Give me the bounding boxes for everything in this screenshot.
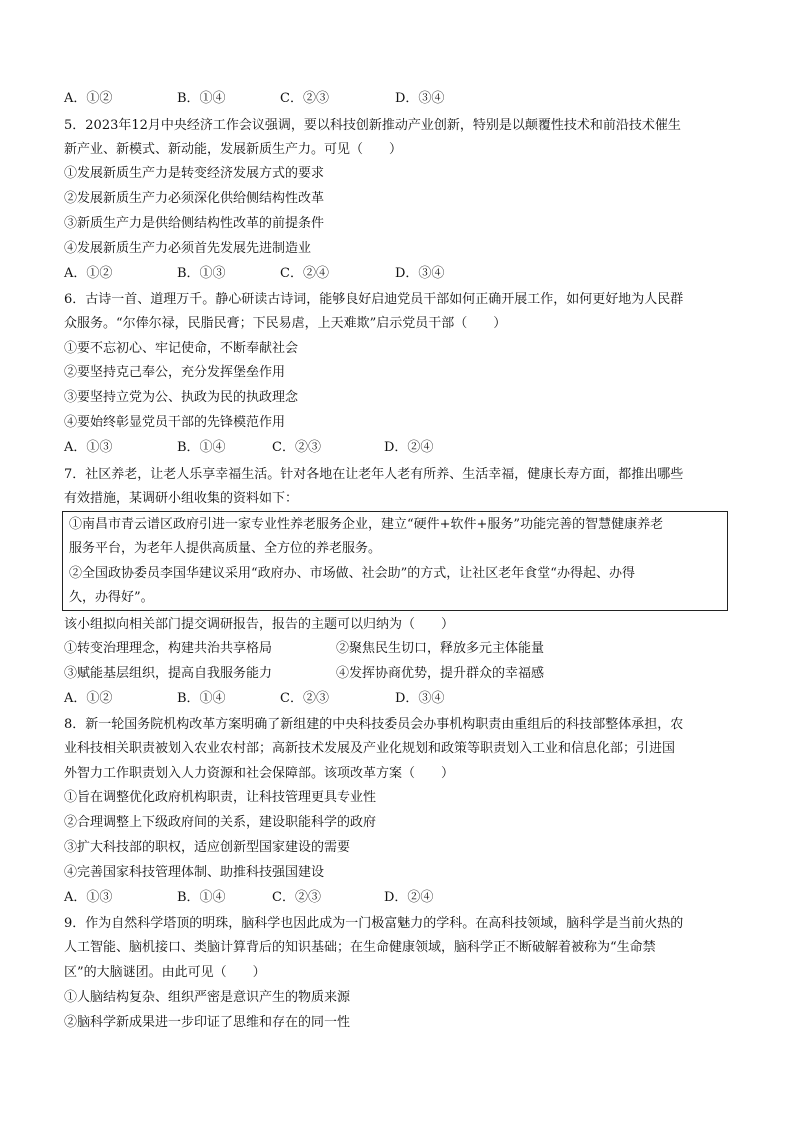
- q7-option-a[interactable]: A．①②: [64, 691, 113, 706]
- q5-option-c[interactable]: C．②④: [280, 266, 329, 281]
- q7-items-row-1: [64, 638, 724, 660]
- q9-item-2: ②脑科学新成果进一步印证了思维和存在的同一性: [64, 1015, 351, 1030]
- q7-material-line-1: ①南昌市青云谱区政府引进一家专业性养老服务企业，建立“硬件+软件+服务”功能完善的智慧健康养老: [69, 517, 664, 532]
- q7-option-d[interactable]: D．③④: [395, 691, 445, 706]
- q4-option-d[interactable]: D．③④: [395, 91, 445, 106]
- q4-option-c[interactable]: C．②③: [280, 91, 329, 106]
- q5-item-3: ③新质生产力是供给侧结构性改革的前提条件: [64, 216, 325, 231]
- q6-item-2: ②要坚持克己奉公，充分发挥堡垒作用: [64, 365, 286, 380]
- q7-items-row-2: [64, 663, 724, 685]
- q9-stem-line-3: 区”的大脑谜团。由此可见（ ）: [64, 965, 266, 980]
- q8-option-d[interactable]: D．②④: [384, 890, 434, 905]
- q6-item-4: ④要始终彰显党员干部的先锋模范作用: [64, 415, 286, 430]
- q9-stem-line-1: 9．作为自然科学塔顶的明珠，脑科学也因此成为一门极富魅力的学科。在高科技领域，脑科学是当前火热的: [64, 916, 684, 931]
- q8-option-c[interactable]: C．②③: [272, 890, 321, 905]
- q7-material-line-3: ②全国政协委员李国华建议采用“政府办、市场做、社会助”的方式，让社区老年食堂“办得起、办得: [69, 566, 635, 581]
- q5-item-1: ①发展新质生产力是转变经济发展方式的要求: [64, 166, 325, 181]
- q8-option-a[interactable]: A．①③: [64, 890, 113, 905]
- q7-stem-line-2: 有效措施，某调研小组收集的资料如下：: [64, 491, 299, 506]
- q5-option-d[interactable]: D．③④: [395, 266, 445, 281]
- q8-item-3: ③扩大科技部的职权，适应创新型国家建设的需要: [64, 840, 351, 855]
- q7-question: 该小组拟向相关部门提交调研报告，报告的主题可以归纳为（ ）: [64, 617, 455, 632]
- q8-option-b[interactable]: B．①④: [177, 890, 226, 905]
- q5-option-b[interactable]: B．①③: [177, 266, 226, 281]
- q5-stem-line-1: 5．2023年12月中央经济工作会议强调，要以科技创新推动产业创新，特别是以颠覆性技术和前沿技术催生: [64, 118, 681, 133]
- q7-material-box: [62, 511, 728, 611]
- q7-option-c[interactable]: C．②③: [280, 691, 329, 706]
- q4-option-b[interactable]: B．①④: [177, 91, 226, 106]
- q6-stem-line-2: 众服务。“尔俸尔禄，民脂民膏；下民易虐，上天难欺”启示党员干部（ ）: [64, 316, 507, 331]
- q9-item-1: ①人脑结构复杂、组织严密是意识产生的物质来源: [64, 990, 351, 1005]
- q6-option-a[interactable]: A．①③: [64, 440, 113, 455]
- q7-item-1: ①转变治理理念，构建共治共享格局: [64, 641, 273, 656]
- q8-options: [64, 887, 724, 909]
- q7-options: [64, 688, 724, 710]
- q7-item-2: ②聚焦民生切口，释放多元主体能量: [336, 641, 545, 656]
- q7-item-3: ③赋能基层组织，提高自我服务能力: [64, 666, 273, 681]
- q7-option-b[interactable]: B．①④: [177, 691, 226, 706]
- q6-item-1: ①要不忘初心、牢记使命，不断奉献社会: [64, 341, 299, 356]
- q5-stem-line-2: 新产业、新模式、新动能，发展新质生产力。可见（ ）: [64, 142, 403, 157]
- q6-options: [64, 437, 724, 459]
- q5-option-a[interactable]: A．①②: [64, 266, 113, 281]
- q5-item-4: ④发展新质生产力必须首先发展先进制造业: [64, 241, 312, 256]
- q7-item-4: ④发挥协商优势，提升群众的幸福感: [336, 666, 545, 681]
- q4-options: [64, 88, 724, 110]
- q9-stem-line-2: 人工智能、脑机接口、类脑计算背后的知识基础；在生命健康领域，脑科学正不断破解着被称为“生命禁: [64, 940, 656, 955]
- q8-item-4: ④完善国家科技管理体制、助推科技强国建设: [64, 865, 325, 880]
- q8-stem-line-2: 业科技相关职责被划入农业农村部；高新技术发展及产业化规划和政策等职责划入工业和信息化部；引进国: [64, 741, 676, 756]
- q6-option-b[interactable]: B．①④: [177, 440, 226, 455]
- q7-material-line-2: 服务平台，为老年人提供高质量、全方位的养老服务。: [69, 541, 382, 556]
- q6-item-3: ③要坚持立党为公、执政为民的执政理念: [64, 390, 299, 405]
- q5-item-2: ②发展新质生产力必须深化供给侧结构性改革: [64, 191, 325, 206]
- q7-stem-line-1: 7．社区养老，让老人乐享幸福生活。针对各地在让老年人老有所养、生活幸福，健康长寿方面，都推出哪些: [64, 467, 684, 482]
- q7-material-line-4: 久，办得好”。: [69, 590, 154, 605]
- q6-option-d[interactable]: D．②④: [384, 440, 434, 455]
- q8-stem-line-1: 8．新一轮国务院机构改革方案明确了新组建的中央科技委员会办事机构职责由重组后的科技部整体承担，农: [64, 717, 684, 732]
- q8-stem-line-3: 外智力工作职责划入人力资源和社会保障部。该项改革方案（ ）: [64, 766, 455, 781]
- q5-options: [64, 263, 724, 285]
- q6-stem-line-1: 6．古诗一首、道理万千。静心研读古诗词，能够良好启迪党员干部如何正确开展工作，如何更好地为人民群: [64, 292, 684, 307]
- q4-option-a[interactable]: A．①②: [64, 91, 113, 106]
- q8-item-1: ①旨在调整优化政府机构职责，让科技管理更具专业性: [64, 790, 377, 805]
- q8-item-2: ②合理调整上下级政府间的关系，建设职能科学的政府: [64, 815, 377, 830]
- q6-option-c[interactable]: C．②③: [272, 440, 321, 455]
